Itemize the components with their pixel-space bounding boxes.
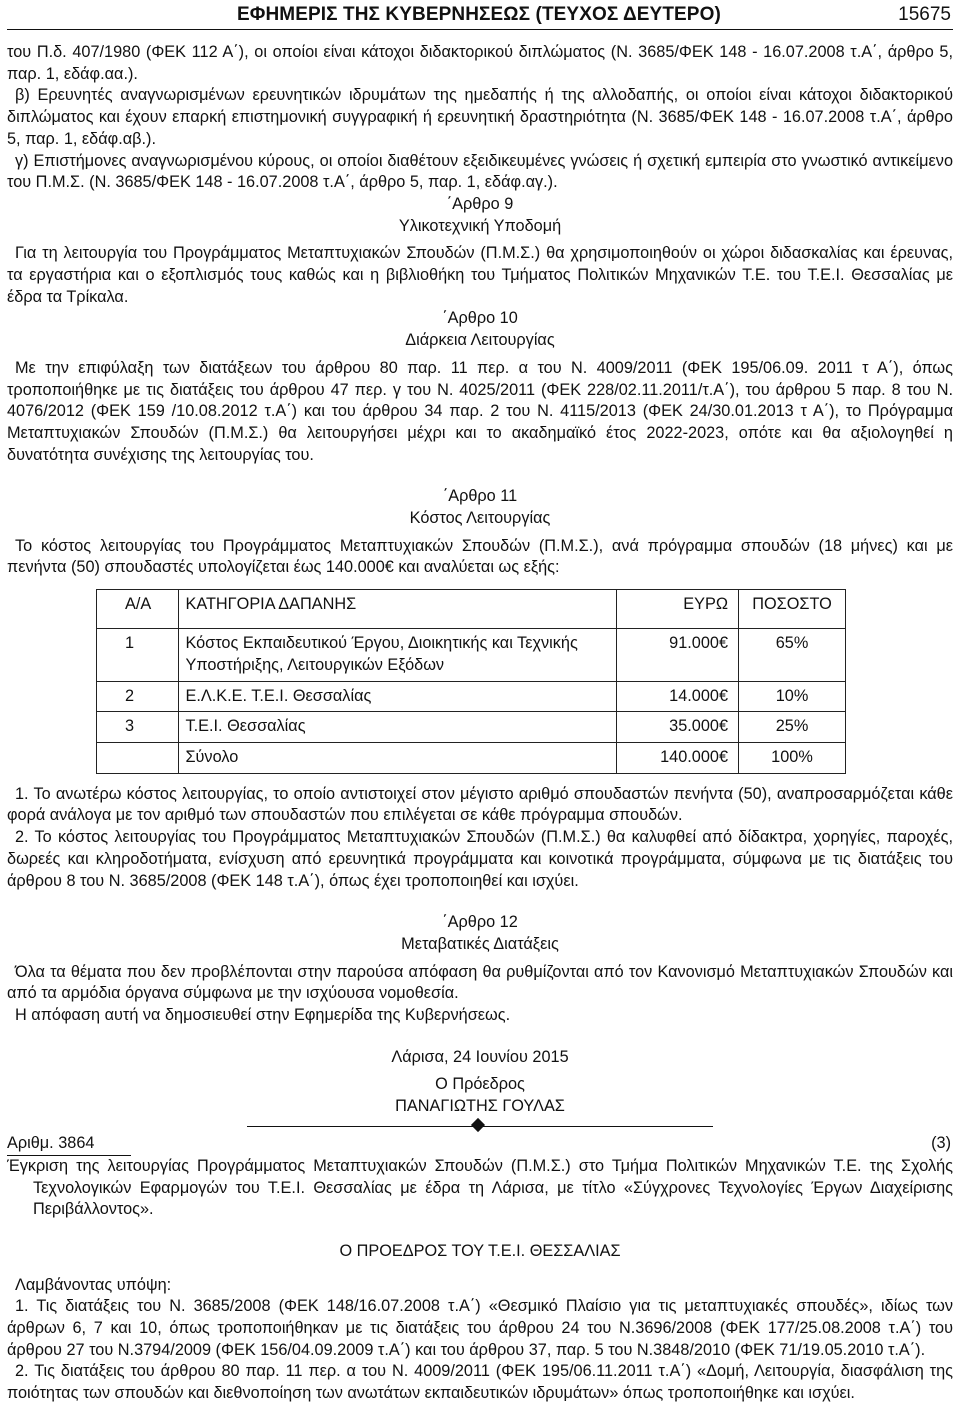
table-cell <box>97 742 179 773</box>
page-header <box>7 0 953 32</box>
diamond-icon <box>471 1118 485 1132</box>
article-11-title: Κόστος Λειτουργίας <box>409 509 551 528</box>
article-11-note-1: 1. Το ανωτέρω κόστος λειτουργίας, το οποίο αντιστοιχεί στον μέγιστο αριθμό σπουδαστών πενήντα (50), αναπροσαρμόζεται κάθε φορά ανάλογα με τον αριθμό των σπουδαστών που επιλέγεται σε κάθε πρόγραμμα σπουδών. <box>7 784 953 825</box>
signature-place-date: Λάρισα, 24 Ιουνίου 2015 <box>391 1047 569 1066</box>
table-cell: 65% <box>739 629 846 681</box>
table-header-cell: Α/Α <box>97 590 179 629</box>
table-cell: 35.000€ <box>617 712 739 743</box>
signature-name: ΠΑΝΑΓΙΩΤΗΣ ΓΟΥΛΑΣ <box>395 1097 565 1116</box>
intro-paragraph-2: β) Ερευνητές αναγνωρισμένων ερευνητικών ιδρυμάτων της ημεδαπής ή της αλλοδαπής, οι οποίοι είναι κάτοχοι διδακτορικού διπλώματος και έχουν επαρκή επιστημονική συγγραφική ή ερευνητική δραστηριότητα (Ν. 3685/ΦΕΚ 148 - 16.07.2008 τ.Α΄, άρθρο 5, παρ. 1, εδάφ.αβ.). <box>7 86 953 148</box>
table-cell: 25% <box>739 712 846 743</box>
signature-role: Ο Πρόεδρος <box>435 1075 525 1094</box>
table-header-cell: ΠΟΣΟΣΤΟ <box>739 590 846 629</box>
table-cell: 3 <box>97 712 179 743</box>
article-11-text: Το κόστος λειτουργίας του Προγράμματος Μεταπτυχιακών Σπουδών (Π.Μ.Σ.), ανά πρόγραμμα σπουδών (18 μήνες) και με πενήντα (50) σπουδαστές υπολογίζεται έως 140.000€ και αναλύεται ως εξής: <box>7 536 953 577</box>
article-12-heading: ΄Αρθρο 12 <box>442 913 518 932</box>
publication-order: Η απόφαση αυτή να δημοσιευθεί στην Εφημερίδα της Κυβερνήσεως. <box>15 1006 511 1025</box>
considering-label: Λαμβάνοντας υπόψη: <box>15 1275 172 1294</box>
table-header-cell: ΕΥΡΩ <box>617 590 739 629</box>
gazette-page <box>7 0 953 1405</box>
table-cell: 2 <box>97 681 179 712</box>
decision-number-underline <box>7 1155 131 1156</box>
article-11-heading: ΄Αρθρο 11 <box>442 487 518 506</box>
article-10-title: Διάρκεια Λειτουργίας <box>405 331 555 350</box>
decision-title: Έγκριση της λειτουργίας Προγράμματος Μεταπτυχιακών Σπουδών (Π.Μ.Σ.) στο Τμήμα Πολιτικών Μηχανικών Τ.Ε. της Σχολής Τεχνολογικών Εφαρμογών του Τ.Ε.Ι. Θεσσαλίας με έδρα τη Λάρισα, με τίτλο «Σύγχρονες Τεχνολογίες Έργων Διαχείρισης Περιβάλλοντος». <box>7 1156 953 1219</box>
table-total-row <box>97 742 846 773</box>
decision-number: Αριθμ. 3864 <box>7 1133 95 1152</box>
table-cell: 14.000€ <box>617 681 739 712</box>
article-10-heading: ΄Αρθρο 10 <box>442 309 518 328</box>
article-12-text: Όλα τα θέματα που δεν προβλέπονται στην παρούσα απόφαση θα ρυθμίζονται από τον Κανονισμό Μεταπτυχιακών Σπουδών και από τα αρμόδια όργανα σύμφωνα με την ισχύουσα νομοθεσία. <box>7 962 953 1003</box>
header-rule <box>7 29 953 30</box>
page-number: 15675 <box>898 4 951 25</box>
considering-item-2: 2. Τις διατάξεις του άρθρου 80 παρ. 11 περ. α του Ν. 4009/2011 (ΦΕΚ 195/06.11.2011 τ.Α΄) «Δομή, Λειτουργία, διασφάλιση της ποιότητας των σπουδών και διεθνοποίηση των ανωτάτων εκπαιδευτικών ιδρυμάτων» όπως τροποποιήθηκε και ισχύει. <box>7 1362 953 1403</box>
article-11-note-2: 2. Το κόστος λειτουργίας του Προγράμματος Μεταπτυχιακών Σπουδών (Π.Μ.Σ.) θα καλυφθεί από δίδακτρα, χορηγίες, παροχές, δωρεές και κληροδοτήματα, ενίσχυση από ερευνητικά προγράμματα και κοινοτικά προγράμματα, σύμφωνα με τις διατάξεις του άρθρου 8 του Ν. 3685/2008 (ΦΕΚ 148 τ.Α΄), όπως έχει τροποποιηθεί και ισχύει. <box>7 828 953 890</box>
gazette-title: ΕΦΗΜΕΡΙΣ ΤΗΣ ΚΥΒΕΡΝΗΣΕΩΣ (ΤΕΥΧΟΣ ΔΕΥΤΕΡΟ) <box>237 4 721 25</box>
decision-number-line <box>7 1134 953 1156</box>
intro-paragraph-3: γ) Επιστήμονες αναγνωρισμένου κύρους, οι οποίοι διαθέτουν εξειδικευμένες γνώσεις ή σχετική εμπειρία στο γνωστικό αντικείμενο του Π.Μ.Σ. (Ν. 3685/ΦΕΚ 148 - 16.07.2008 τ.Α΄, άρθρο 5, παρ. 1, εδάφ.αγ.). <box>7 151 953 192</box>
cost-table <box>96 589 846 774</box>
article-9-heading: ΄Αρθρο 9 <box>446 194 514 213</box>
table-header-row <box>97 590 846 629</box>
table-row <box>97 712 846 743</box>
article-12-title: Μεταβατικές Διατάξεις <box>401 934 559 953</box>
table-cell: Ε.Λ.Κ.Ε. Τ.Ε.Ι. Θεσσαλίας <box>179 681 617 712</box>
table-cell: 100% <box>739 742 846 773</box>
article-9-title: Υλικοτεχνική Υποδομή <box>398 216 562 235</box>
table-cell: 140.000€ <box>617 742 739 773</box>
table-cell: 91.000€ <box>617 629 739 681</box>
table-cell: 10% <box>739 681 846 712</box>
decision-authority: Ο ΠΡΟΕΔΡΟΣ ΤΟΥ Τ.Ε.Ι. ΘΕΣΣΑΛΙΑΣ <box>339 1241 621 1260</box>
table-header-cell: ΚΑΤΗΓΟΡΙΑ ΔΑΠΑΝΗΣ <box>179 590 617 629</box>
intro-paragraph-1: του Π.δ. 407/1980 (ΦΕΚ 112 Α΄), οι οποίοι είναι κάτοχοι διδακτορικού διπλώματος (Ν. 3685/ΦΕΚ 148 - 16.07.2008 τ.Α΄, άρθρο 5, παρ. 1, εδάφ.αα.). <box>7 43 953 83</box>
table-cell: Σύνολο <box>179 742 617 773</box>
decision-index: (3) <box>931 1133 951 1152</box>
table-cell: Κόστος Εκπαιδευτικού Έργου, Διοικητικής και Τεχνικής Υποστήριξης, Λειτουργικών Εξόδων <box>179 629 617 681</box>
table-row <box>97 681 846 712</box>
article-10-text: Με την επιφύλαξη των διατάξεων του άρθρου 80 παρ. 11 περ. α του Ν. 4009/2011 (ΦΕΚ 195/06.09. 2011 τ Α΄), όπως τροποποιήθηκε με τις διατάξεις του άρθρου 47 περ. γ του Ν. 4025/2011 (ΦΕΚ 228/02.11.2011/τ.Α΄), του άρθρου 5 παρ. 8 του Ν. 4076/2012 (ΦΕΚ 159 /10.08.2012 τ.Α΄) και του άρθρου 34 παρ. 2 του Ν. 4115/2013 (ΦΕΚ 24/30.01.2013 τ Α΄), το Πρόγραμμα Μεταπτυχιακών Σπουδών (Π.Μ.Σ.) θα λειτουργήσει μέχρι και το ακαδημαϊκό έτος 2022-2023, οπότε και θα αξιολογηθεί η δυνατότητα συνέχισης της λειτουργίας του. <box>7 358 953 464</box>
section-separator <box>7 1120 953 1132</box>
table-row <box>97 629 846 681</box>
table-cell: 1 <box>97 629 179 681</box>
table-cell: Τ.Ε.Ι. Θεσσαλίας <box>179 712 617 743</box>
article-9-text: Για τη λειτουργία του Προγράμματος Μεταπτυχιακών Σπουδών (Π.Μ.Σ.) θα χρησιμοποιηθούν οι χώροι διδασκαλίας και έρευνας, τα εργαστήρια και ο εξοπλισμός τους καθώς και η βιβλιοθήκη του Τμήματος Πολιτικών Μηχανικών Τ.Ε. του Τ.Ε.Ι. Θεσσαλίας με έδρα τα Τρίκαλα. <box>7 244 953 306</box>
considering-item-1: 1. Τις διατάξεις του Ν. 3685/2008 (ΦΕΚ 148/16.07.2008 τ.Α΄) «Θεσμικό Πλαίσιο για τις μεταπτυχιακές σπουδές», ιδίως των άρθρων 6, 7 και 10, όπως τροποποιήθηκαν με τις διατάξεις του άρθρου 24 του Ν.3696/2008 (ΦΕΚ 177/25.08.2008 τ.Α΄) του άρθρου 27 του Ν.3794/2009 (ΦΕΚ 156/04.09.2009 τ.Α΄) και του άρθρου 37, παρ. 5 του Ν.3848/2010 (ΦΕΚ 71/19.05.2010 τ.Α΄). <box>7 1297 953 1359</box>
